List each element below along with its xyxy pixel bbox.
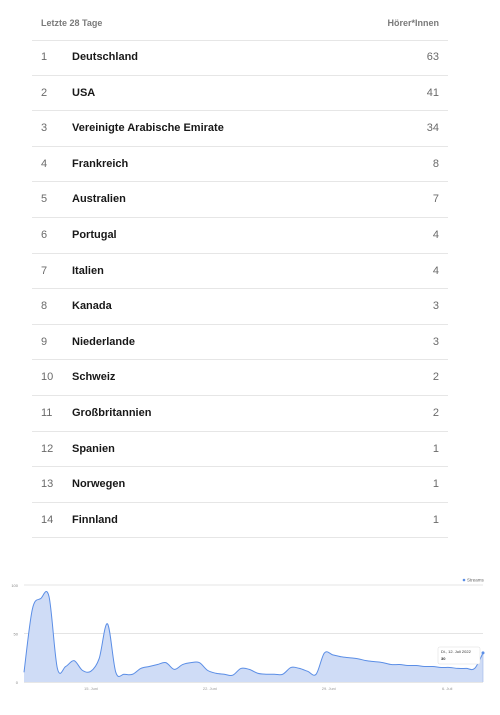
country-name: USA bbox=[72, 86, 96, 99]
listener-count: 2 bbox=[432, 371, 439, 384]
rank: 8 bbox=[41, 300, 48, 313]
data-point bbox=[315, 674, 316, 675]
data-point bbox=[40, 598, 41, 599]
data-point bbox=[115, 672, 116, 673]
rank: 9 bbox=[41, 335, 48, 348]
data-point bbox=[232, 675, 233, 676]
tooltip-date: Di., 12. Juli 2022 bbox=[441, 649, 471, 654]
legend-swatch bbox=[463, 579, 466, 582]
data-point bbox=[366, 660, 367, 661]
country-name: Frankreich bbox=[72, 157, 129, 170]
data-point bbox=[407, 665, 408, 666]
table-row bbox=[32, 503, 448, 539]
data-point bbox=[441, 667, 442, 668]
table-row bbox=[32, 396, 448, 432]
data-point bbox=[240, 668, 241, 669]
data-point bbox=[307, 671, 308, 672]
data-point bbox=[65, 666, 66, 667]
data-point bbox=[457, 668, 458, 669]
tooltip-value: 30 bbox=[441, 656, 446, 661]
data-point bbox=[332, 654, 333, 655]
rank: 13 bbox=[41, 478, 54, 491]
country-name: Spanien bbox=[72, 442, 115, 455]
data-point bbox=[282, 674, 283, 675]
listener-count: 3 bbox=[432, 300, 439, 313]
listeners-column-header: Hörer*Innen bbox=[387, 18, 439, 28]
table-row bbox=[32, 40, 448, 76]
listener-count: 2 bbox=[432, 406, 439, 419]
data-point bbox=[140, 668, 141, 669]
data-point bbox=[274, 674, 275, 675]
rank: 5 bbox=[41, 193, 48, 206]
data-point bbox=[32, 609, 33, 610]
data-point bbox=[324, 652, 325, 653]
country-name: Norwegen bbox=[72, 478, 126, 491]
data-point bbox=[382, 662, 383, 663]
table-row bbox=[32, 111, 448, 147]
listener-count: 34 bbox=[426, 122, 439, 135]
rank: 3 bbox=[41, 122, 48, 135]
listener-count: 4 bbox=[432, 228, 439, 241]
data-point bbox=[82, 670, 83, 671]
x-tick-label: 22. Juni bbox=[202, 686, 217, 691]
listener-count: 41 bbox=[426, 86, 439, 99]
data-point bbox=[357, 658, 358, 659]
data-point bbox=[374, 661, 375, 662]
table-row bbox=[32, 254, 448, 290]
streams-chart-svg bbox=[0, 574, 500, 710]
data-point bbox=[124, 674, 125, 675]
data-point bbox=[174, 669, 175, 670]
data-point bbox=[449, 667, 450, 668]
country-list bbox=[32, 40, 448, 538]
data-point bbox=[99, 658, 100, 659]
table-header bbox=[32, 14, 448, 41]
table-row bbox=[32, 218, 448, 254]
country-name: Vereinigte Arabische Emirate bbox=[72, 122, 224, 135]
streams-chart bbox=[0, 574, 500, 710]
table-row bbox=[32, 325, 448, 361]
y-tick-label: 100 bbox=[11, 583, 18, 588]
data-point bbox=[416, 665, 417, 666]
legend-label: Streams bbox=[467, 577, 484, 583]
rank: 11 bbox=[41, 406, 53, 419]
listener-count: 8 bbox=[432, 157, 439, 170]
listener-count: 1 bbox=[432, 442, 439, 455]
data-point bbox=[341, 656, 342, 657]
y-tick-label: 50 bbox=[13, 631, 18, 637]
data-point bbox=[215, 673, 216, 674]
rank: 12 bbox=[41, 442, 54, 455]
table-row bbox=[32, 76, 448, 112]
hover-point bbox=[482, 651, 485, 654]
country-name: Deutschland bbox=[72, 51, 139, 63]
data-point bbox=[466, 668, 467, 669]
data-point bbox=[349, 657, 350, 658]
y-tick-label: 0 bbox=[15, 680, 18, 685]
data-point bbox=[424, 666, 425, 667]
data-point bbox=[399, 664, 400, 665]
x-tick-label: 15. Juni bbox=[84, 686, 99, 691]
data-point bbox=[107, 623, 108, 624]
data-point bbox=[257, 673, 258, 674]
country-name: Großbritannien bbox=[72, 406, 152, 419]
table-row bbox=[32, 182, 448, 218]
listener-count: 1 bbox=[432, 513, 439, 526]
x-tick-label: 29. Juni bbox=[321, 686, 336, 691]
listener-count: 1 bbox=[432, 478, 439, 491]
rank: 6 bbox=[41, 228, 48, 241]
table-row bbox=[32, 432, 448, 468]
rank: 2 bbox=[41, 86, 48, 99]
data-point bbox=[199, 662, 200, 663]
data-point bbox=[48, 596, 49, 597]
listener-count: 7 bbox=[432, 193, 439, 206]
country-name: Finnland bbox=[72, 513, 118, 526]
country-name: Italien bbox=[72, 264, 104, 277]
data-point bbox=[432, 666, 433, 667]
data-point bbox=[132, 674, 133, 675]
country-name: Australien bbox=[72, 193, 126, 206]
data-point bbox=[249, 669, 250, 670]
data-point bbox=[182, 664, 183, 665]
data-point bbox=[190, 662, 191, 663]
data-point bbox=[290, 667, 291, 668]
data-point bbox=[157, 664, 158, 665]
data-point bbox=[299, 668, 300, 669]
series-line-streams bbox=[24, 592, 483, 677]
rank: 4 bbox=[41, 157, 48, 170]
series-area-streams bbox=[24, 592, 483, 682]
data-point bbox=[224, 674, 225, 675]
data-point bbox=[474, 668, 475, 669]
data-point bbox=[207, 670, 208, 671]
period-label: Letzte 28 Tage bbox=[41, 18, 103, 28]
data-point bbox=[73, 660, 74, 661]
table-row bbox=[32, 289, 448, 325]
table-row bbox=[32, 147, 448, 183]
data-point bbox=[165, 662, 166, 663]
country-name: Niederlande bbox=[72, 335, 135, 348]
country-name: Schweiz bbox=[72, 371, 116, 384]
data-point bbox=[57, 668, 58, 669]
table-row bbox=[32, 467, 448, 503]
data-point bbox=[391, 664, 392, 665]
country-name: Kanada bbox=[72, 300, 112, 313]
data-point bbox=[90, 671, 91, 672]
country-name: Portugal bbox=[72, 228, 117, 241]
rank: 7 bbox=[41, 264, 48, 277]
data-point bbox=[149, 666, 150, 667]
data-point bbox=[265, 674, 266, 675]
listener-count: 3 bbox=[432, 335, 439, 348]
listener-count: 63 bbox=[426, 51, 439, 63]
table-row bbox=[32, 360, 448, 396]
rank: 14 bbox=[41, 513, 54, 526]
listener-count: 4 bbox=[432, 264, 439, 277]
rank: 1 bbox=[41, 51, 48, 63]
rank: 10 bbox=[41, 371, 54, 384]
x-tick-label: 6. Juli bbox=[441, 686, 453, 691]
data-point bbox=[23, 672, 24, 673]
